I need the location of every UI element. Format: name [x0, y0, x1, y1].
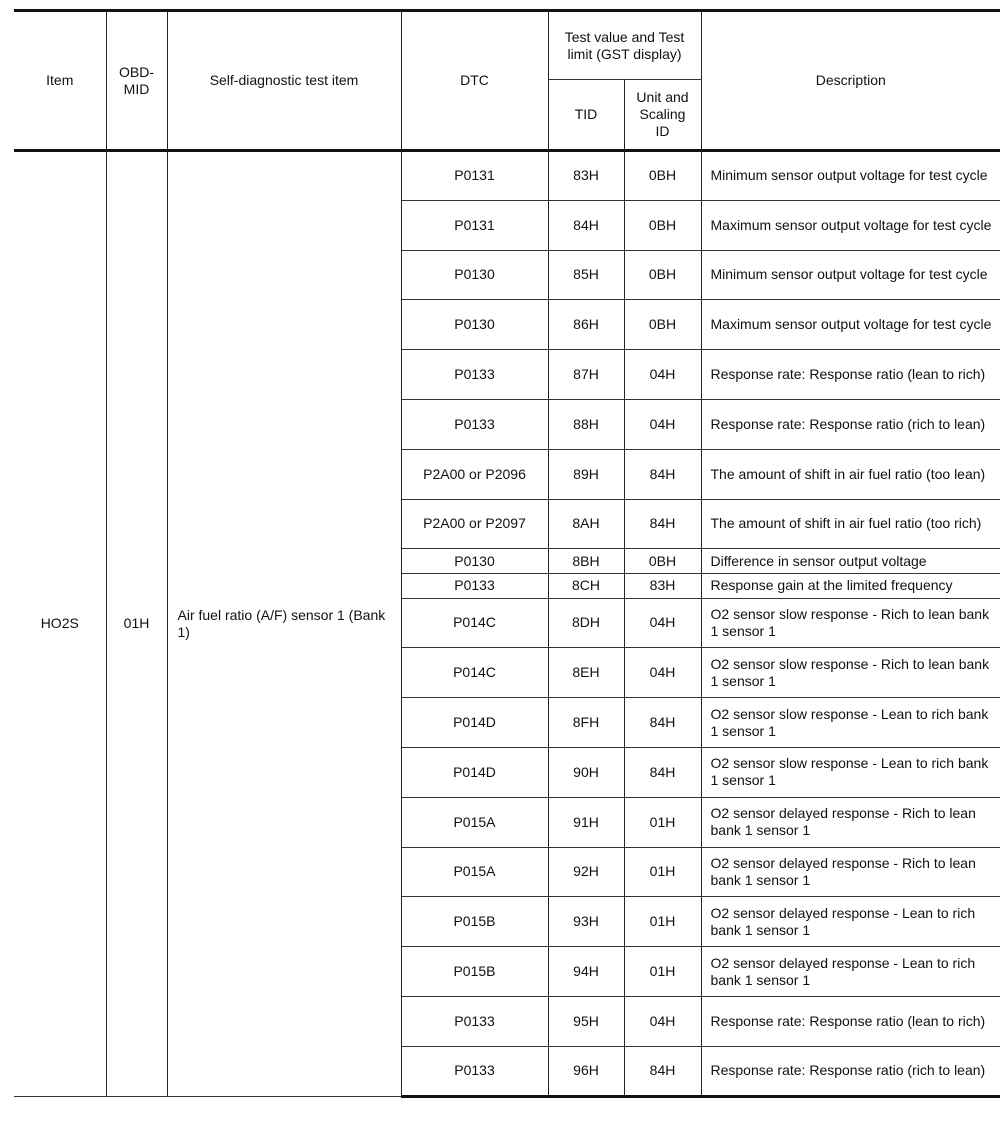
cell-tid: 8DH — [548, 598, 624, 648]
header-obd-mid — [106, 11, 167, 151]
cell-description: Minimum sensor output voltage for test cycle — [701, 151, 1000, 201]
cell-unit-scaling: 0BH — [624, 151, 701, 201]
cell-unit-scaling: 04H — [624, 996, 701, 1046]
cell-dtc: P0133 — [401, 996, 548, 1046]
cell-tid: 94H — [548, 947, 624, 997]
cell-item: HO2S — [14, 151, 106, 1097]
header-obd-mid-text: OBD- MID — [119, 63, 154, 97]
header-unit-scaling — [624, 80, 701, 151]
header-item: Item — [14, 11, 106, 151]
cell-unit-scaling: 01H — [624, 947, 701, 997]
cell-tid: 8EH — [548, 648, 624, 698]
cell-tid: 8AH — [548, 499, 624, 549]
cell-tid: 8FH — [548, 698, 624, 748]
cell-dtc: P2A00 or P2096 — [401, 449, 548, 499]
table-row — [14, 151, 1000, 201]
cell-tid: 85H — [548, 250, 624, 300]
cell-description: Maximum sensor output voltage for test cycle — [701, 200, 1000, 250]
cell-dtc: P015B — [401, 897, 548, 947]
cell-test-item: Air fuel ratio (A/F) sensor 1 (Bank 1) — [167, 151, 401, 1097]
cell-tid: 91H — [548, 797, 624, 847]
cell-dtc: P014C — [401, 598, 548, 648]
cell-description: O2 sensor delayed response - Lean to rich bank 1 sensor 1 — [701, 947, 1000, 997]
cell-description: Response rate: Response ratio (lean to rich) — [701, 350, 1000, 400]
cell-unit-scaling: 84H — [624, 747, 701, 797]
cell-dtc: P0133 — [401, 399, 548, 449]
cell-tid: 88H — [548, 399, 624, 449]
cell-description: Response rate: Response ratio (lean to rich) — [701, 996, 1000, 1046]
header-description: Description — [701, 11, 1000, 151]
cell-dtc: P0131 — [401, 200, 548, 250]
cell-description: O2 sensor slow response - Rich to lean bank 1 sensor 1 — [701, 648, 1000, 698]
cell-description: Minimum sensor output voltage for test cycle — [701, 250, 1000, 300]
cell-dtc: P015A — [401, 847, 548, 897]
cell-dtc: P0133 — [401, 1046, 548, 1096]
cell-description: Response rate: Response ratio (rich to lean) — [701, 1046, 1000, 1096]
cell-description: O2 sensor slow response - Rich to lean bank 1 sensor 1 — [701, 598, 1000, 648]
cell-unit-scaling: 04H — [624, 399, 701, 449]
cell-unit-scaling: 84H — [624, 698, 701, 748]
cell-tid: 84H — [548, 200, 624, 250]
cell-dtc: P015A — [401, 797, 548, 847]
header-test-item: Self-diagnostic test item — [167, 11, 401, 151]
cell-unit-scaling: 84H — [624, 499, 701, 549]
cell-description: Response rate: Response ratio (rich to lean) — [701, 399, 1000, 449]
cell-tid: 86H — [548, 300, 624, 350]
cell-description: Response gain at the limited frequency — [701, 573, 1000, 598]
cell-unit-scaling: 0BH — [624, 200, 701, 250]
document-page — [14, 9, 1000, 1098]
cell-unit-scaling: 0BH — [624, 300, 701, 350]
cell-unit-scaling: 0BH — [624, 549, 701, 574]
cell-tid: 8BH — [548, 549, 624, 574]
cell-dtc: P015B — [401, 947, 548, 997]
cell-description: O2 sensor delayed response - Rich to lean bank 1 sensor 1 — [701, 847, 1000, 897]
table-body — [14, 151, 1000, 1097]
cell-dtc: P014D — [401, 747, 548, 797]
cell-unit-scaling: 01H — [624, 847, 701, 897]
cell-tid: 8CH — [548, 573, 624, 598]
header-dtc: DTC — [401, 11, 548, 151]
cell-description: Maximum sensor output voltage for test cycle — [701, 300, 1000, 350]
cell-tid: 89H — [548, 449, 624, 499]
cell-description: The amount of shift in air fuel ratio (too lean) — [701, 449, 1000, 499]
cell-unit-scaling: 83H — [624, 573, 701, 598]
cell-dtc: P2A00 or P2097 — [401, 499, 548, 549]
header-test-value-group-text: Test value and Test limit (GST display) — [564, 28, 685, 62]
cell-dtc: P0130 — [401, 549, 548, 574]
header-unit-scaling-text: Unit and Scaling ID — [636, 89, 689, 139]
cell-unit-scaling: 01H — [624, 797, 701, 847]
cell-unit-scaling: 04H — [624, 598, 701, 648]
cell-description: The amount of shift in air fuel ratio (too rich) — [701, 499, 1000, 549]
cell-obd-mid: 01H — [106, 151, 167, 1097]
cell-unit-scaling: 04H — [624, 350, 701, 400]
cell-description: Difference in sensor output voltage — [701, 549, 1000, 574]
cell-dtc: P014C — [401, 648, 548, 698]
cell-unit-scaling: 0BH — [624, 250, 701, 300]
cell-unit-scaling: 84H — [624, 449, 701, 499]
cell-tid: 96H — [548, 1046, 624, 1096]
cell-dtc: P0133 — [401, 350, 548, 400]
cell-description: O2 sensor delayed response - Lean to rich bank 1 sensor 1 — [701, 897, 1000, 947]
table-header — [14, 11, 1000, 151]
self-diagnostic-table — [14, 9, 1000, 1098]
cell-dtc: P0131 — [401, 151, 548, 201]
header-tid: TID — [548, 80, 624, 151]
cell-description: O2 sensor delayed response - Rich to lean bank 1 sensor 1 — [701, 797, 1000, 847]
cell-dtc: P0130 — [401, 250, 548, 300]
cell-dtc: P0130 — [401, 300, 548, 350]
cell-unit-scaling: 01H — [624, 897, 701, 947]
cell-dtc: P0133 — [401, 573, 548, 598]
cell-description: O2 sensor slow response - Lean to rich bank 1 sensor 1 — [701, 747, 1000, 797]
cell-tid: 92H — [548, 847, 624, 897]
cell-unit-scaling: 84H — [624, 1046, 701, 1096]
cell-tid: 90H — [548, 747, 624, 797]
cell-tid: 95H — [548, 996, 624, 1046]
cell-unit-scaling: 04H — [624, 648, 701, 698]
cell-tid: 93H — [548, 897, 624, 947]
cell-dtc: P014D — [401, 698, 548, 748]
cell-description: O2 sensor slow response - Lean to rich bank 1 sensor 1 — [701, 698, 1000, 748]
cell-tid: 87H — [548, 350, 624, 400]
header-test-value-group — [548, 11, 701, 80]
cell-tid: 83H — [548, 151, 624, 201]
